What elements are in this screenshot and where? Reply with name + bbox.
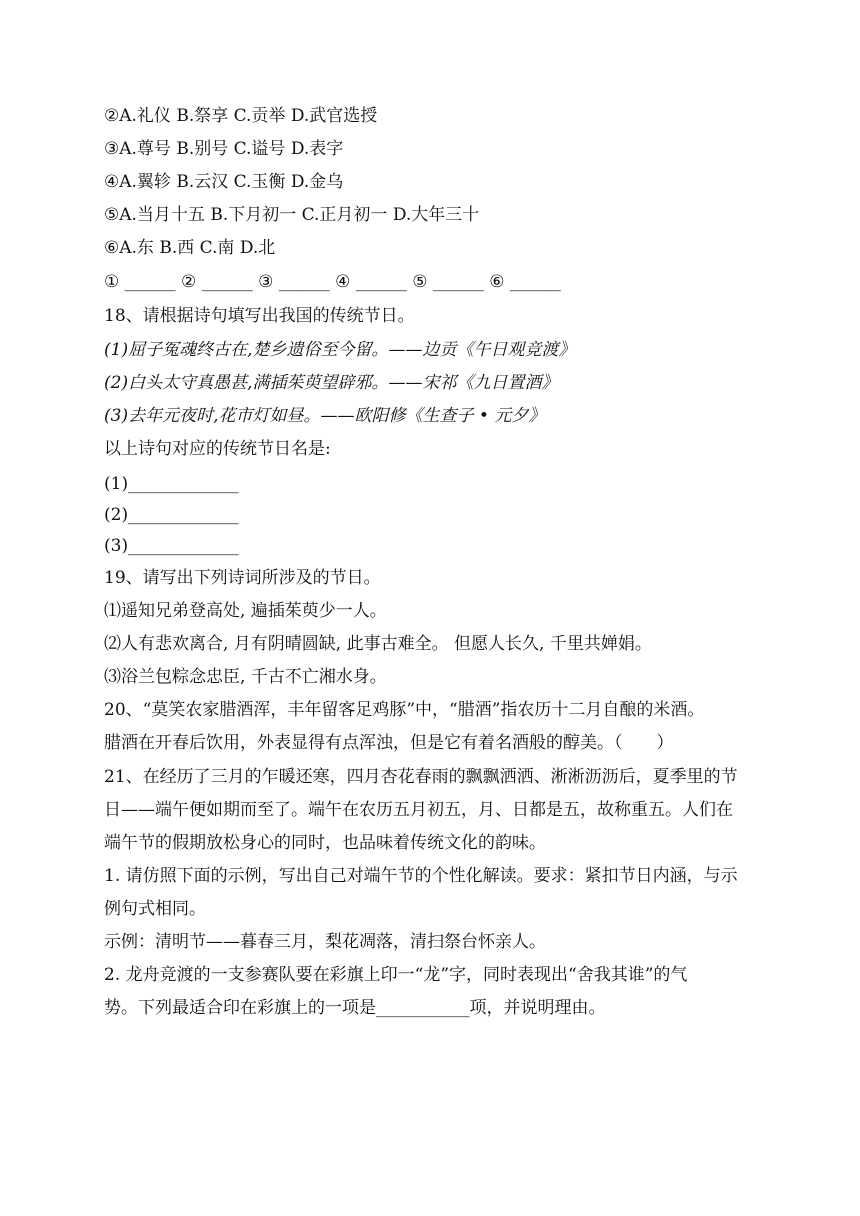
option-line-2: ②A.礼仪 B.祭享 C.贡举 D.武官选授 <box>104 106 378 126</box>
q18-poem-2: (2)白头太守真愚甚,满插茱萸望辟邪。——宋祁《九日置酒》 <box>104 373 559 393</box>
option-line-3: ③A.尊号 B.别号 C.谥号 D.表字 <box>104 139 344 159</box>
q18-answer-intro: 以上诗句对应的传统节日名是: <box>104 439 331 459</box>
q18-blank-2: (2)_____________ <box>104 505 239 525</box>
option-line-6: ⑥A.东 B.西 C.南 D.北 <box>104 238 276 258</box>
question-19-prompt: 19、请写出下列诗词所涉及的节日。 <box>104 568 381 588</box>
q18-blank-3: (3)_____________ <box>104 536 239 556</box>
q18-blank-1: (1)_____________ <box>104 474 239 494</box>
answer-blanks-17: ① ______ ② ______ ③ ______ ④ ______ ⑤ ______ ⑥ ______ <box>104 272 561 292</box>
q18-poem-1: (1)屈子冤魂终古在,楚乡遗俗至今留。——边贡《午日观竞渡》 <box>104 340 576 360</box>
question-18-prompt: 18、请根据诗句填写出我国的传统节日。 <box>104 306 415 326</box>
q21-line-1: 21、在经历了三月的乍暖还寒，四月杏花春雨的飘飘洒洒、淅淅沥沥后，夏季里的节 <box>104 767 738 787</box>
q20-line-1: 20、“莫笑农家腊酒浑，丰年留客足鸡豚”中，“腊酒”指农历十二月自酿的米酒。 <box>104 700 705 720</box>
q21-sub2-line-2: 势。下列最适合印在彩旗上的一项是___________项，并说明理由。 <box>104 998 606 1018</box>
q21-sub1-line-2: 例句式相同。 <box>104 899 206 919</box>
option-line-4: ④A.翼轸 B.云汉 C.玉衡 D.金乌 <box>104 172 344 192</box>
q21-line-3: 端午节的假期放松身心的同时，也品味着传统文化的韵味。 <box>104 833 546 853</box>
option-line-5: ⑤A.当月十五 B.下月初一 C.正月初一 D.大年三十 <box>104 205 480 225</box>
q19-item-2: ⑵人有悲欢离合, 月有阴晴圆缺, 此事古难全。 但愿人长久, 千里共婵娟。 <box>104 634 652 654</box>
q21-line-2: 日——端午便如期而至了。端午在农历五月初五，月、日都是五，故称重五。人们在 <box>104 800 733 820</box>
q18-poem-3: (3)去年元夜时,花市灯如昼。——欧阳修《生查子 • 元夕》 <box>104 406 546 426</box>
q20-line-2: 腊酒在开春后饮用，外表显得有点浑浊，但是它有着名酒般的醇美。（ ） <box>104 733 674 753</box>
q21-sub2-line-1: 2. 龙舟竞渡的一支参赛队要在彩旗上印一“龙”字，同时表现出“舍我其谁”的气 <box>104 965 688 985</box>
q21-sub1-line-1: 1. 请仿照下面的示例，写出自己对端午节的个性化解读。要求：紧扣节日内涵，与示 <box>104 866 738 886</box>
q21-example: 示例：清明节——暮春三月，梨花凋落，清扫祭台怀亲人。 <box>104 932 546 952</box>
q19-item-1: ⑴遥知兄弟登高处, 遍插茱萸少一人。 <box>104 601 387 621</box>
q19-item-3: ⑶浴兰包粽念忠臣, 千古不亡湘水身。 <box>104 667 387 687</box>
